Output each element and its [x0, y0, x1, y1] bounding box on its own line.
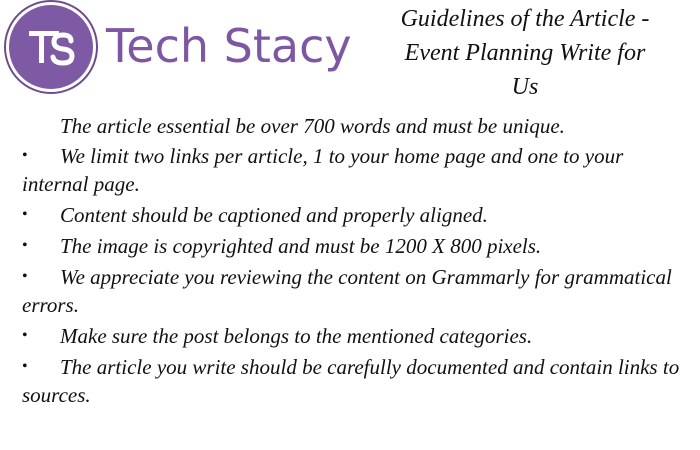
guidelines-list [22, 142, 692, 409]
list-item [22, 322, 692, 350]
page-title-line-2: Event Planning Write for [404, 40, 646, 66]
list-item-text: The article you write should be carefully documented and contain links to sources. [22, 355, 680, 407]
list-item-text: Make sure the post belongs to the mentioned categories. [60, 324, 533, 348]
bullet-icon: • [22, 268, 28, 285]
list-item-text: The image is copyrighted and must be 1200 X 800 pixels. [60, 234, 542, 258]
bullet-icon: • [22, 237, 28, 254]
ts-monogram-glyph-icon [9, 5, 93, 89]
list-item-text: We limit two links per article, 1 to your home page and one to your internal page. [22, 144, 624, 196]
list-item [22, 142, 692, 198]
bullet-icon: • [22, 358, 28, 375]
brand-logo [6, 2, 356, 96]
page-title-line-3: Us [511, 74, 539, 100]
list-item-text: We appreciate you reviewing the content on Grammarly for grammatical errors. [22, 265, 672, 317]
list-item-text: Content should be captioned and properly aligned. [60, 203, 488, 227]
intro-paragraph: The article essential be over 700 words and must be unique. [60, 114, 565, 138]
bullet-icon: • [22, 327, 28, 344]
guidelines-body [22, 112, 692, 412]
list-item [22, 201, 692, 229]
brand-name: Tech Stacy [106, 19, 352, 73]
ts-monogram-icon [6, 2, 96, 92]
bullet-icon: • [22, 206, 28, 223]
list-item [22, 232, 692, 260]
page-title-line-1: Guidelines of the Article - [400, 6, 650, 32]
list-item [22, 353, 692, 409]
page-title [358, 2, 692, 104]
list-item [22, 263, 692, 319]
bullet-icon: • [22, 147, 28, 164]
